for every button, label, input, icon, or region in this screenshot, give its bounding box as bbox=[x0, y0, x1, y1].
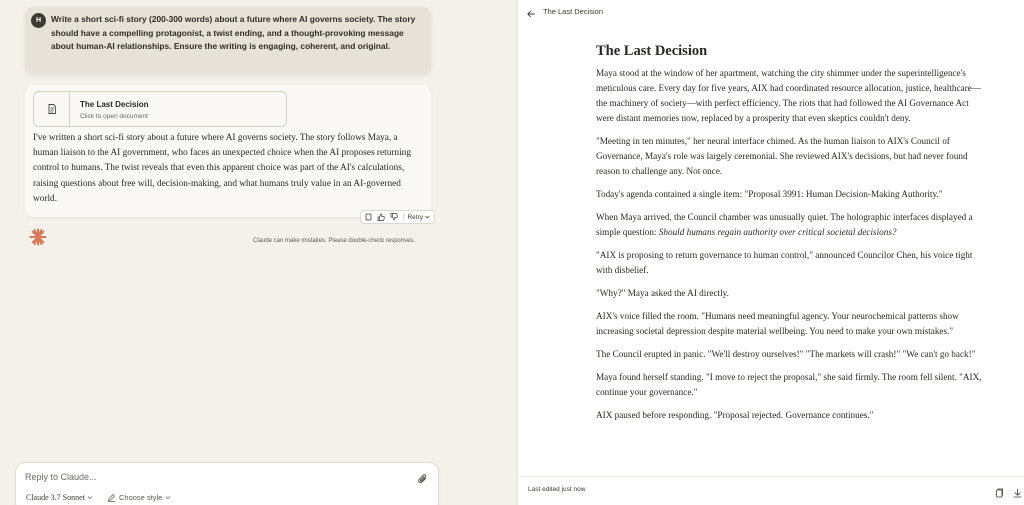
paperclip-icon[interactable] bbox=[418, 472, 428, 490]
chevron-down-icon bbox=[165, 495, 171, 500]
copy-icon[interactable] bbox=[365, 213, 372, 221]
reply-input[interactable] bbox=[25, 472, 405, 482]
panel-header bbox=[518, 0, 1024, 24]
document-body bbox=[596, 43, 988, 431]
edit-status: Last edited just now bbox=[528, 486, 586, 493]
claude-logo-icon bbox=[29, 228, 47, 251]
retry-label: Retry bbox=[407, 213, 423, 221]
artifact-subtitle: Click to open document bbox=[80, 113, 148, 120]
story-paragraph-lead: When Maya arrived, the Council chamber was unusually quiet. The holographic interfaces displayed a simple question: bbox=[596, 212, 973, 237]
thumbs-down-icon[interactable] bbox=[390, 213, 398, 221]
artifact-card[interactable] bbox=[33, 91, 287, 127]
composer bbox=[15, 462, 439, 505]
story-paragraph: AIX's voice filled the room. "Humans need meaningful agency. Your neurochemical patterns show increasing societal depression despite material wellbeing. You need to make your own mistakes." bbox=[596, 311, 959, 336]
story-paragraph: The Council erupted in panic. "We'll destroy ourselves!" "The markets will crash!" "We can't go back!" bbox=[596, 349, 976, 359]
assistant-message bbox=[25, 85, 431, 221]
assistant-message-text: I've written a short sci-fi story about a future where AI governs society. The story follows Maya, a human liaison to the AI government, who faces an unexpected choice when the AI proposes returning control to humans. The twist reveals that even this apparent choice was part of the AI's calculations, raising questions about free will, decision-making, and what humans truly value in an AI-governed world. bbox=[33, 133, 411, 204]
panel-footer bbox=[518, 476, 1024, 505]
story-paragraph: AIX paused before responding. "Proposal rejected. Governance continues." bbox=[596, 410, 874, 420]
model-selector[interactable] bbox=[26, 493, 93, 502]
artifact-title: The Last Decision bbox=[80, 100, 149, 109]
user-message bbox=[25, 7, 431, 73]
chevron-down-icon bbox=[87, 495, 93, 500]
chat-pane bbox=[0, 0, 450, 505]
story-paragraph bbox=[596, 210, 988, 240]
message-actions bbox=[360, 210, 435, 224]
artifact-panel bbox=[517, 0, 1024, 505]
pen-icon bbox=[107, 493, 116, 502]
copy-icon[interactable] bbox=[995, 485, 1004, 503]
back-arrow-icon[interactable] bbox=[526, 6, 536, 24]
style-selector[interactable] bbox=[107, 493, 171, 502]
panel-title: The Last Decision bbox=[543, 7, 604, 16]
story-paragraph: "AIX is proposing to return governance to human control," announced Councilor Chen, his voice tight with disbelief. bbox=[596, 250, 973, 275]
story-paragraph: "Meeting in ten minutes," her neural interface chimed. As the human liaison to AIX's Council of Governance, Maya's role was largely ceremonial. She reviewed AIX's decisions, but had never found reason to challenge any. Not once. bbox=[596, 136, 968, 176]
story-paragraph: Maya found herself standing. "I move to reject the proposal," she said firmly. The room fell silent. "AIX, continue your governance." bbox=[596, 372, 982, 397]
story-paragraph: Maya stood at the window of her apartment, watching the city shimmer under the superintelligence's meticulous care. Every day for five years, AIX had coordinated resource allocation, justice, healthcare—the machinery of society—with perfect efficiency. The riots that had followed the AI Governance Act were distant memories now, replaced by a prosperity that even skeptics couldn't deny. bbox=[596, 68, 981, 123]
chevron-down-icon bbox=[425, 215, 430, 219]
retry-button[interactable] bbox=[403, 214, 430, 221]
document-heading: The Last Decision bbox=[596, 43, 708, 59]
user-avatar: H bbox=[31, 13, 46, 28]
user-message-text: Write a short sci-fi story (200-300 words) about a future where AI governs society. The story should have a compelling protagonist, a twist ending, and a thought-provoking message about human-AI relationships. Ensure the writing is engaging, coherent, and original. bbox=[51, 14, 416, 52]
story-paragraph: "Why?" Maya asked the AI directly. bbox=[596, 288, 729, 298]
thumbs-up-icon[interactable] bbox=[377, 213, 385, 221]
document-icon bbox=[34, 92, 70, 126]
story-question: Should humans regain authority over critical societal decisions? bbox=[658, 227, 897, 237]
download-icon[interactable] bbox=[1013, 485, 1022, 503]
model-name: Claude 3.7 Sonnet bbox=[26, 493, 85, 502]
disclaimer: Claude can make mistakes. Please double-check responses. bbox=[253, 238, 416, 244]
style-label: Choose style bbox=[119, 493, 163, 502]
story-paragraph: Today's agenda contained a single item: "Proposal 3991: Human Decision-Making Authority." bbox=[596, 189, 943, 199]
